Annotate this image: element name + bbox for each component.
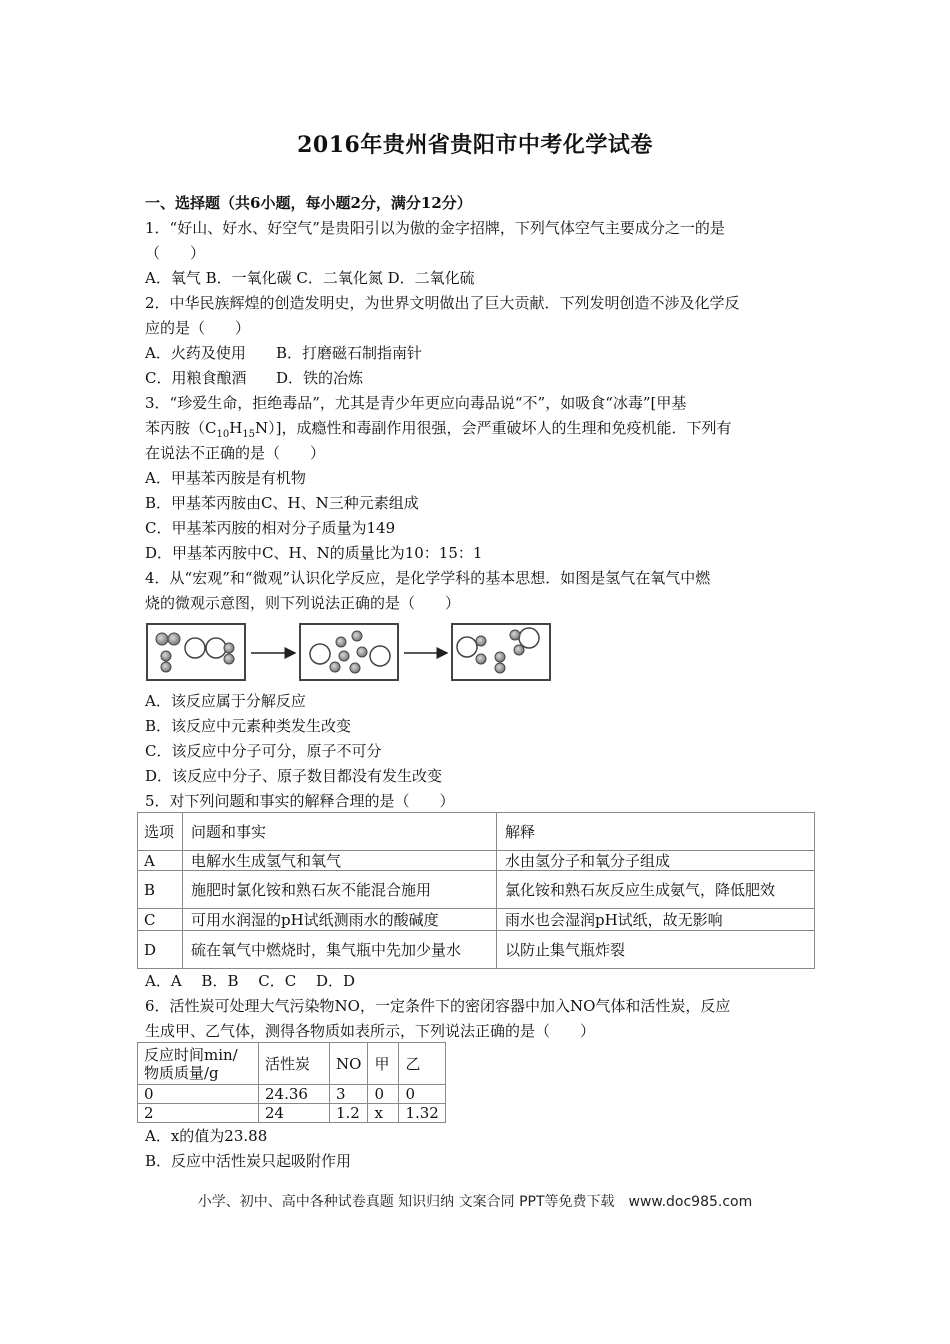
col-header-yi: 乙 [399,1043,445,1085]
q3-stem-line3: 在说法不正确的是（ ） [145,444,326,462]
q4-option-a: A．该反应属于分解反应 [145,692,306,710]
row-fact: 电解水生成氢气和氧气 [183,851,497,871]
col-header-jia: 甲 [368,1043,399,1085]
table-row [138,1085,446,1104]
hydrogen-atom [476,636,486,646]
table-row [138,931,815,969]
table-row [138,909,815,931]
reaction-micro-diagram [145,622,555,684]
q1-stem-line1: 1．“好山、好水、好空气”是贵阳引以为傲的金字招牌，下列气体空气主要成分之一的是 [145,219,725,237]
hydrogen-atom [161,651,171,661]
hydrogen-atom [357,647,367,657]
q6-stem-line2: 生成甲、乙气体，测得各物质如表所示，下列说法正确的是（ ） [145,1022,596,1040]
q1-options: A．氧气 B．一氧化碳 C．二氧化氮 D．二氧化硫 [145,269,475,287]
q2-option-d: D．铁的冶炼 [276,369,364,387]
q3-option-c: C．甲基苯丙胺的相对分子质量为149 [145,519,396,537]
q3-option-a: A．甲基苯丙胺是有机物 [145,469,306,487]
q5-table [137,812,815,969]
q2-option-b: B．打磨磁石制指南针 [276,344,423,362]
hydrogen-atom [161,662,171,672]
table-header-row [138,1043,446,1085]
row-option: B [138,871,183,909]
hydrogen-atom [224,643,234,653]
hydrogen-atom [156,633,168,645]
q4-option-d: D．该反应中分子、原子数目都没有发生改变 [145,767,443,785]
cell-time: 2 [138,1104,259,1123]
hydrogen-atom [495,652,505,662]
hydrogen-atom [168,633,180,645]
hydrogen-atom [350,663,360,673]
hydrogen-atom [352,631,362,641]
section-heading: 一、选择题（共6小题，每小题2分，满分12分） [145,194,472,212]
cell-time: 0 [138,1085,259,1104]
hydrogen-atom [339,651,349,661]
row-option: C [138,909,183,931]
col-header-no: NO [330,1043,368,1085]
page-title: 2016年贵州省贵阳市中考化学试卷 [297,132,653,158]
hydrogen-atom [514,645,524,655]
q6-option-a: A．x的值为23.88 [145,1127,268,1145]
hydrogen-atom [330,662,340,672]
q3-stem-line2: 苯丙胺$(C_{10}H_{15}N)$]，成瘾性和毒副作用很强，会严重破坏人的生理和免疫机能．下列有 [145,419,732,440]
oxygen-atom [206,638,226,658]
table-header-row [138,813,815,851]
table-row [138,1104,446,1123]
table-row [138,851,815,871]
hydrogen-atom [510,630,520,640]
col-header-carbon: 活性炭 [259,1043,330,1085]
q6-table [137,1042,446,1123]
cell-carbon: 24 [259,1104,330,1123]
row-explain: 以防止集气瓶炸裂 [497,931,815,969]
q3-stem-line1: 3．“珍爱生命，拒绝毒品”，尤其是青少年更应向毒品说“不”，如吸食“冰毒”[甲基 [145,394,687,412]
cell-yi: 0 [399,1085,445,1104]
col-header-fact: 问题和事实 [183,813,497,851]
cell-no: 3 [330,1085,368,1104]
row-fact: 施肥时氯化铵和熟石灰不能混合施用 [183,871,497,909]
cell-carbon: 24.36 [259,1085,330,1104]
cell-jia: 0 [368,1085,399,1104]
q2-option-c: C．用粮食酿酒 [145,369,247,387]
q5-options: A．A B．B C．C D．D [145,972,356,990]
row-option: A [138,851,183,871]
row-explain: 雨水也会湿润pH试纸，故无影响 [497,909,815,931]
hydrogen-atom [224,654,234,664]
q2-option-a: A．火药及使用 [145,344,246,362]
cell-jia: x [368,1104,399,1123]
q5-stem: 5．对下列问题和事实的解释合理的是（ ） [145,792,455,810]
cell-yi: 1.32 [399,1104,445,1123]
row-explain: 水由氢分子和氧分子组成 [497,851,815,871]
q1-stem-line2: （ ） [145,244,206,262]
q4-option-b: B．该反应中元素种类发生改变 [145,717,352,735]
table-row [138,871,815,909]
row-option: D [138,931,183,969]
row-fact: 可用水润湿的pH试纸测雨水的酸碱度 [183,909,497,931]
hydrogen-atom [495,663,505,673]
oxygen-atom [185,638,205,658]
hydrogen-atom [336,637,346,647]
oxygen-atom [457,637,477,657]
hydrogen-atom [476,654,486,664]
row-fact: 硫在氧气中燃烧时，集气瓶中先加少量水 [183,931,497,969]
q3-option-b: B．甲基苯丙胺由C、H、N三种元素组成 [145,494,419,512]
row-explain: 氯化铵和熟石灰反应生成氨气，降低肥效 [497,871,815,909]
oxygen-atom [519,628,539,648]
q6-stem-line1: 6．活性炭可处理大气污染物NO，一定条件下的密闭容器中加入NO气体和活性炭，反应 [145,997,731,1015]
q4-stem-line1: 4．从“宏观”和“微观”认识化学反应，是化学学科的基本思想．如图是氢气在氧气中燃 [145,569,711,587]
q4-stem-line2: 烧的微观示意图，则下列说法正确的是（ ） [145,594,461,612]
q4-option-c: C．该反应中分子可分，原子不可分 [145,742,382,760]
page-footer: 小学、初中、高中各种试卷真题 知识归纳 文案合同 PPT等免费下载 www.doc985.com [197,1194,753,1210]
q6-option-b: B．反应中活性炭只起吸附作用 [145,1152,352,1170]
q3-option-d: D．甲基苯丙胺中C、H、N的质量比为10：15：1 [145,544,483,562]
q2-stem-line2: 应的是（ ） [145,319,251,337]
col-header-time: 反应时间min/物质质量/g [138,1043,259,1085]
col-header-option: 选项 [138,813,183,851]
oxygen-atom [310,644,330,664]
oxygen-atom [370,646,390,666]
q2-stem-line1: 2．中华民族辉煌的创造发明史，为世界文明做出了巨大贡献．下列发明创造不涉及化学反 [145,294,740,312]
cell-no: 1.2 [330,1104,368,1123]
col-header-explain: 解释 [497,813,815,851]
